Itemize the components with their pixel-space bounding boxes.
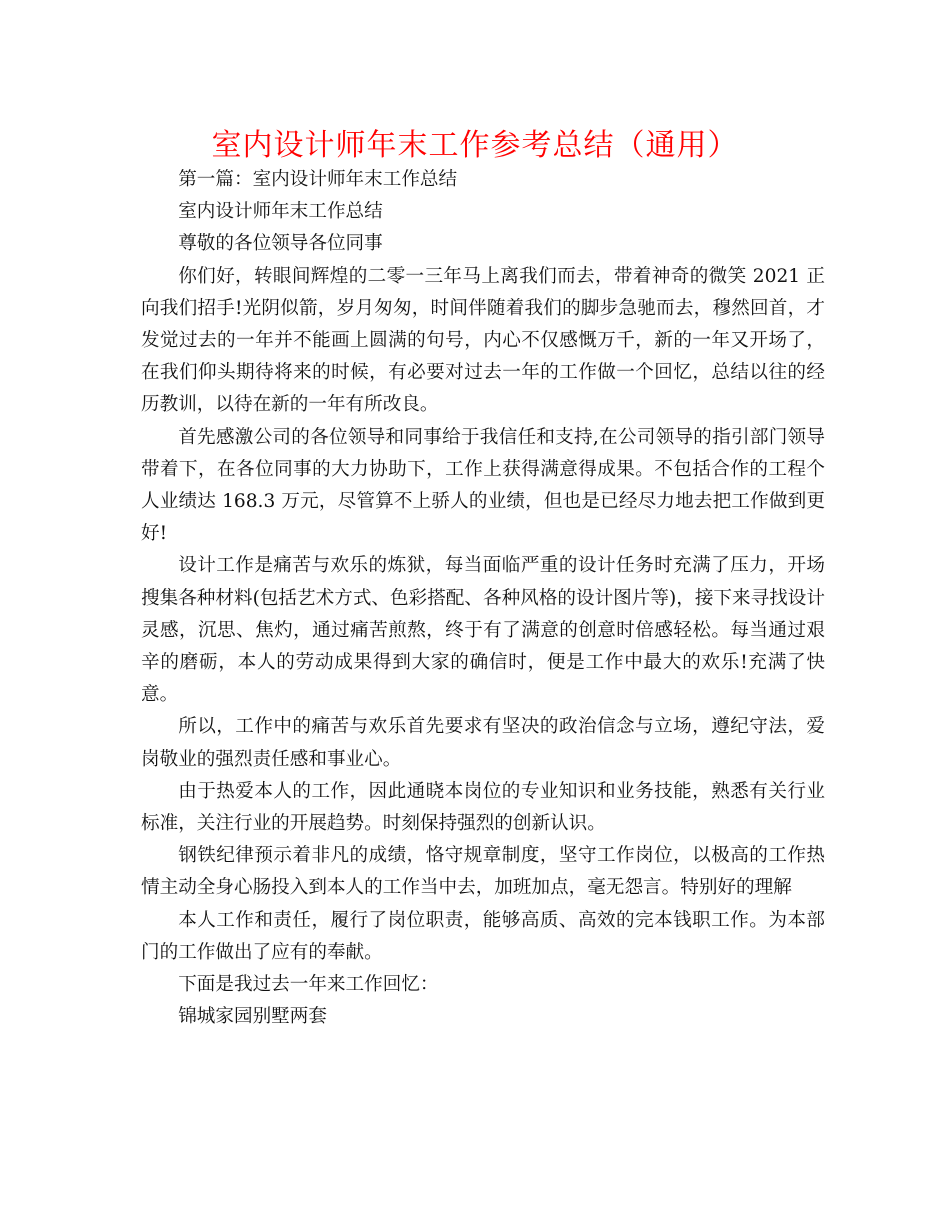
document-title: 室内设计师年末工作参考总结（通用） [211,128,739,163]
paragraph: 本人工作和责任，履行了岗位职责，能够高质、高效的完本钱职工作。为本部门的工作做出了应有的奉献。 [141,909,825,963]
paragraph: 锦城家园别墅两套 [178,1006,327,1028]
paragraph: 首先感激公司的各位领导和同事给于我信任和支持,在公司领导的指引部门领导带着下，在各位同事的大力协助下，工作上获得满意得成果。不包括合作的工程个人业绩达 168.3 万元，尽管算不上骄人的业绩，但也是已经尽力地去把工作做到更好! [141,426,825,545]
subheading: 室内设计师年末工作总结 [178,201,383,223]
paragraph: 由于热爱本人的工作，因此通晓本岗位的专业知识和业务技能，熟悉有关行业标准，关注行业的开展趋势。时刻保持强烈的创新认识。 [141,780,825,835]
paragraph: 设计工作是痛苦与欢乐的炼狱，每当面临严重的设计任务时充满了压力，开场搜集各种材料(包括艺术方式、色彩搭配、各种风格的设计图片等)，接下来寻找设计灵感，沉思、焦灼，通过痛苦煎熬，终于有了满意的创意时倍感轻松。每当通过艰辛的磨砺，本人的劳动成果得到大家的确信时，便是工作中最大的欢乐!充满了快意。 [141,555,825,706]
paragraph: 下面是我过去一年来工作回忆： [178,974,439,996]
salutation: 尊敬的各位领导各位同事 [178,233,383,255]
section-heading: 第一篇：室内设计师年末工作总结 [178,169,458,190]
paragraph: 钢铁纪律预示着非凡的成绩，恪守规章制度，坚守工作岗位，以极高的工作热情主动全身心肠投入到本人的工作当中去，加班加点，毫无怨言。特别好的理解 [141,845,825,899]
paragraph: 你们好，转眼间辉煌的二零一三年马上离我们而去，带着神奇的微笑 2021 正向我们招手!光阴似箭，岁月匆匆，时间伴随着我们的脚步急驰而去，穆然回首，才发觉过去的一年并不能画上圆满的句号，内心不仅感慨万千，新的一年又开场了，在我们仰头期待将来的时候，有必要对过去一年的工作做一个回忆，总结以往的经历教训，以待在新的一年有所改良。 [141,265,825,416]
document-body [141,164,825,1033]
paragraph: 所以，工作中的痛苦与欢乐首先要求有坚决的政治信念与立场，遵纪守法，爱岗敬业的强烈责任感和事业心。 [141,716,825,770]
